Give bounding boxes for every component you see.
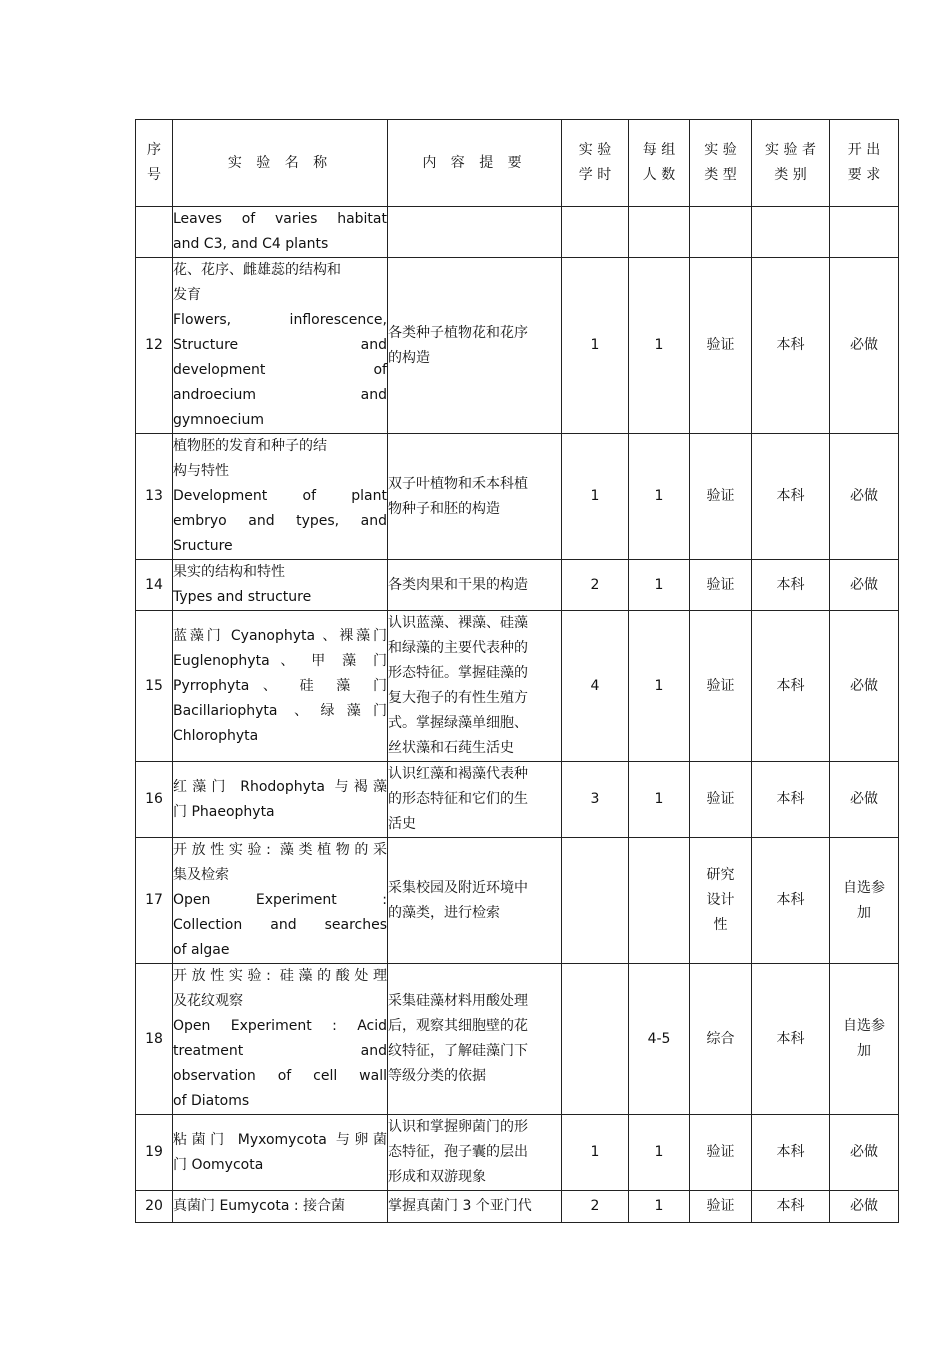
name-line: Euglenophyta 、 甲 藻 门 (173, 652, 387, 669)
name-line: Types and structure (173, 589, 312, 605)
content-summary (388, 1191, 562, 1223)
cell-line: 的构造 (388, 349, 430, 366)
experiment-table (135, 119, 899, 1223)
row-number: 17 (136, 838, 173, 964)
group-size: 1 (629, 560, 690, 611)
name-line: 果实的结构和特性 (173, 564, 285, 580)
name-line: Sructure (173, 538, 233, 554)
name-line: Collection and searches (173, 917, 387, 933)
cell-line: 加 (857, 904, 871, 921)
experiment-type (690, 1115, 752, 1191)
experiment-type (690, 434, 752, 560)
header-type: 实 验 类 型 (690, 120, 752, 207)
header-hours: 实 验 学 时 (562, 120, 629, 207)
cell-line: 各类种子植物花和花序 (388, 324, 528, 341)
header-name: 实 验 名 称 (173, 120, 388, 207)
experiment-type (690, 611, 752, 762)
row-number: 20 (136, 1191, 173, 1223)
name-line: 开放性实验: 硅藻的酸处理 (173, 968, 387, 984)
cell-line: 认识红藻和褐藻代表种 (388, 766, 528, 782)
requirement (830, 611, 899, 762)
header-audience: 实 验 者 类 别 (752, 120, 830, 207)
cell-line: 必做 (850, 791, 878, 807)
audience: 本科 (752, 964, 830, 1115)
cell-line: 形态特征。掌握硅藻的 (388, 665, 528, 681)
cell-line: 综合 (706, 1030, 735, 1047)
requirement (830, 838, 899, 964)
experiment-name (173, 434, 388, 560)
cell-line: 的藻类，进行检索 (388, 904, 500, 921)
cell-line: 式。掌握绿藻单细胞、 (388, 715, 528, 731)
content-summary (388, 838, 562, 964)
table-row (136, 258, 899, 434)
cell-line: 验证 (706, 677, 735, 694)
cell-line: 必做 (850, 576, 878, 593)
requirement (830, 434, 899, 560)
content-summary (388, 258, 562, 434)
experiment-name (173, 207, 388, 258)
name-line: observation of cell wall (173, 1068, 387, 1084)
experiment-name (173, 611, 388, 762)
name-line: 开放性实验: 藻类植物的采 (173, 842, 387, 858)
cell-line: 验证 (706, 337, 735, 353)
name-line: embryo and types, and (173, 513, 387, 529)
name-line: 门 Oomycota (173, 1156, 264, 1173)
group-size: 4-5 (629, 964, 690, 1115)
name-line: Leaves of varies habitat (173, 211, 387, 227)
cell-line: 研究 (706, 867, 735, 883)
header-seq: 序 号 (136, 120, 173, 207)
content-summary (388, 434, 562, 560)
content-summary (388, 560, 562, 611)
experiment-hours: 1 (562, 258, 629, 434)
cell-line: 采集校园及附近环境中 (388, 879, 528, 896)
experiment-hours: 3 (562, 762, 629, 838)
header-group: 每 组 人 数 (629, 120, 690, 207)
cell-line: 加 (857, 1043, 871, 1059)
cell-line: 态特征，孢子囊的层出 (388, 1144, 528, 1160)
cell-line: 设计 (706, 892, 735, 908)
name-line: Open Experiment : Acid (173, 1018, 387, 1034)
name-line: 及花纹观察 (173, 993, 243, 1009)
experiment-name (173, 964, 388, 1115)
requirement (830, 258, 899, 434)
table-row (136, 762, 899, 838)
experiment-hours: 1 (562, 434, 629, 560)
experiment-name (173, 560, 388, 611)
content-summary (388, 1115, 562, 1191)
cell-line: 复大孢子的有性生殖方 (388, 690, 528, 706)
name-line: androecium and (173, 387, 387, 403)
audience: 本科 (752, 762, 830, 838)
name-line: Pyrrophyta 、 硅 藻 门 (173, 677, 387, 694)
content-summary (388, 207, 562, 258)
experiment-type (690, 258, 752, 434)
cell-line: 纹特征，了解硅藻门下 (388, 1043, 528, 1059)
experiment-hours: 2 (562, 1191, 629, 1223)
name-line: Structure and (173, 337, 387, 353)
group-size: 1 (629, 434, 690, 560)
experiment-hours (562, 964, 629, 1115)
experiment-type (690, 207, 752, 258)
audience: 本科 (752, 1191, 830, 1223)
cell-line: 必做 (850, 1144, 878, 1160)
name-line: Flowers, inflorescence, (173, 312, 387, 328)
cell-line: 等级分类的依据 (388, 1068, 486, 1084)
name-line: Chlorophyta (173, 727, 259, 744)
table-row (136, 1191, 899, 1223)
cell-line: 自选参 (843, 879, 885, 896)
group-size: 1 (629, 1191, 690, 1223)
cell-line: 验证 (706, 791, 735, 807)
group-size (629, 838, 690, 964)
name-line: 门 Phaeophyta (173, 803, 275, 820)
experiment-hours: 2 (562, 560, 629, 611)
experiment-hours: 4 (562, 611, 629, 762)
cell-line: 性 (713, 917, 728, 933)
cell-line: 丝状藻和石莼生活史 (388, 740, 514, 756)
name-line: Bacillariophyta 、绿藻门 (173, 702, 387, 719)
cell-line: 验证 (706, 1144, 735, 1160)
name-line: of Diatoms (173, 1093, 250, 1109)
row-number (136, 207, 173, 258)
cell-line: 形成和双游现象 (388, 1169, 486, 1185)
name-line: Open Experiment : (173, 892, 387, 908)
requirement (830, 207, 899, 258)
name-line: treatment and (173, 1043, 387, 1059)
experiment-hours (562, 207, 629, 258)
audience (752, 207, 830, 258)
cell-line: 各类肉果和干果的构造 (388, 576, 528, 593)
cell-line: 必做 (850, 488, 878, 504)
name-line: Development of plant (173, 488, 387, 504)
header-req: 开 出 要 求 (830, 120, 899, 207)
audience: 本科 (752, 838, 830, 964)
requirement (830, 1115, 899, 1191)
requirement (830, 1191, 899, 1223)
group-size: 1 (629, 1115, 690, 1191)
cell-line: 验证 (706, 576, 735, 593)
audience: 本科 (752, 434, 830, 560)
group-size: 1 (629, 611, 690, 762)
experiment-name (173, 1115, 388, 1191)
experiment-name (173, 258, 388, 434)
row-number: 18 (136, 964, 173, 1115)
requirement (830, 560, 899, 611)
name-line: 构与特性 (173, 463, 229, 479)
audience: 本科 (752, 258, 830, 434)
cell-line: 双子叶植物和禾本科植 (388, 475, 528, 492)
cell-line: 的形态特征和它们的生 (388, 791, 528, 807)
cell-line: 和绿藻的主要代表种的 (388, 640, 528, 656)
experiment-name (173, 762, 388, 838)
cell-line: 必做 (850, 337, 878, 353)
table-row (136, 838, 899, 964)
name-line: 真菌门 Eumycota : 接合菌 (173, 1198, 346, 1214)
requirement (830, 964, 899, 1115)
name-line: and C3, and C4 plants (173, 236, 329, 252)
audience: 本科 (752, 611, 830, 762)
table-row (136, 611, 899, 762)
experiment-type (690, 560, 752, 611)
name-line: 粘菌门 Myxomycota 与卵菌 (173, 1131, 387, 1148)
experiment-hours: 1 (562, 1115, 629, 1191)
name-line: 发育 (173, 287, 201, 303)
requirement (830, 762, 899, 838)
name-line: 蓝藻门 Cyanophyta 、裸藻门 (173, 627, 387, 644)
row-number: 16 (136, 762, 173, 838)
cell-line: 必做 (850, 677, 878, 694)
cell-line: 验证 (706, 488, 735, 504)
name-line: gymnoecium (173, 412, 264, 428)
row-number: 19 (136, 1115, 173, 1191)
audience: 本科 (752, 1115, 830, 1191)
group-size (629, 207, 690, 258)
experiment-name (173, 1191, 388, 1223)
experiment-type (690, 762, 752, 838)
cell-line: 验证 (706, 1198, 735, 1214)
experiment-type (690, 838, 752, 964)
cell-line: 认识蓝藻、裸藻、硅藻 (388, 615, 528, 631)
content-summary (388, 611, 562, 762)
content-summary (388, 964, 562, 1115)
header-content: 内 容 提 要 (388, 120, 562, 207)
table-row (136, 207, 899, 258)
experiment-type (690, 964, 752, 1115)
cell-line: 采集硅藻材料用酸处理 (388, 993, 528, 1009)
row-number: 12 (136, 258, 173, 434)
experiment-hours (562, 838, 629, 964)
row-number: 15 (136, 611, 173, 762)
name-line: of algae (173, 942, 230, 958)
name-line: 集及检索 (173, 867, 229, 883)
name-line: 花、花序、雌雄蕊的结构和 (173, 262, 341, 278)
experiment-name (173, 838, 388, 964)
table-row (136, 560, 899, 611)
group-size: 1 (629, 762, 690, 838)
group-size: 1 (629, 258, 690, 434)
content-summary (388, 762, 562, 838)
table-row (136, 1115, 899, 1191)
experiment-type (690, 1191, 752, 1223)
header-row (136, 120, 899, 207)
cell-line: 活史 (388, 816, 416, 832)
row-number: 13 (136, 434, 173, 560)
name-line: 红藻门 Rhodophyta 与褐藻 (173, 778, 387, 795)
cell-line: 物种子和胚的构造 (388, 500, 500, 517)
name-line: 植物胚的发育和种子的结 (173, 438, 327, 454)
cell-line: 自选参 (843, 1018, 885, 1034)
cell-line: 必做 (850, 1198, 878, 1214)
audience: 本科 (752, 560, 830, 611)
table-row (136, 964, 899, 1115)
name-line: development of (173, 362, 387, 378)
cell-line: 后，观察其细胞壁的花 (388, 1018, 528, 1034)
row-number: 14 (136, 560, 173, 611)
table-row (136, 434, 899, 560)
cell-line: 掌握真菌门 3 个亚门代 (388, 1198, 532, 1214)
cell-line: 认识和掌握卵菌门的形 (388, 1119, 528, 1135)
